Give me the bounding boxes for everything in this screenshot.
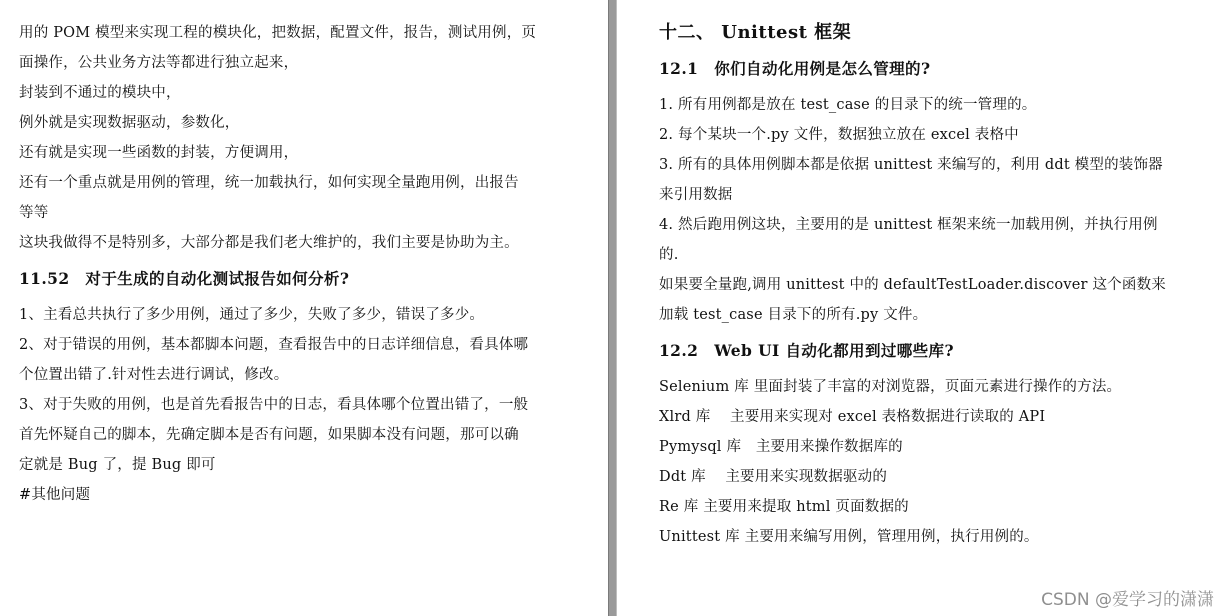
left-page <box>0 0 608 616</box>
text-line: 1. 所有用例都是放在 test_case 的目录下的统一管理的。 <box>659 97 1037 113</box>
text-line: 加载 test_case 目录下的所有.py 文件。 <box>659 307 928 323</box>
text-line: 2. 每个某块一个.py 文件，数据独立放在 excel 表格中 <box>659 127 1019 143</box>
text-line: 等等 <box>19 205 49 221</box>
text-line: 封装到不通过的模块中， <box>19 85 181 101</box>
watermark: CSDN @爱学习的潇潇 <box>1041 590 1214 610</box>
text-line: 3、对于失败的用例，也是首先看报告中的日志，看具体哪个位置出错了，一般 <box>19 397 529 413</box>
text-line: 用的 POM 模型来实现工程的模块化，把数据，配置文件，报告，测试用例，页 <box>19 25 537 41</box>
text-line: 面操作，公共业务方法等都进行独立起来， <box>19 55 299 71</box>
text-line: #其他问题 <box>19 487 91 503</box>
text-line: 定就是 Bug 了，提 Bug 即可 <box>19 457 216 473</box>
text-line: 如果要全量跑,调用 unittest 中的 defaultTestLoader.discover 这个函数来 <box>659 277 1166 293</box>
text-line: Re 库 主要用来提取 html 页面数据的 <box>659 499 909 515</box>
text-line: 4. 然后跑用例这块，主要用的是 unittest 框架来统一加载用例，并执行用例 <box>659 217 1158 233</box>
section-heading-11-52: 11.52 对于生成的自动化测试报告如何分析? <box>19 269 350 288</box>
text-line: 这块我做得不是特别多，大部分都是我们老大维护的，我们主要是协助为主。 <box>19 235 519 251</box>
section-heading-12-1: 12.1 你们自动化用例是怎么管理的? <box>659 59 931 78</box>
text-line: 3. 所有的具体用例脚本都是依据 unittest 来编写的，利用 ddt 模型的装饰器 <box>659 157 1163 173</box>
text-line: Pymysql 库 主要用来操作数据库的 <box>659 439 903 455</box>
text-line: 还有一个重点就是用例的管理，统一加载执行，如何实现全量跑用例，出报告 <box>19 175 519 191</box>
text-line: Xlrd 库 主要用来实现对 excel 表格数据进行读取的 API <box>659 409 1046 425</box>
text-line: 还有就是实现一些函数的封装，方便调用， <box>19 145 299 161</box>
text-line: 的. <box>659 247 679 263</box>
text-line: 例外就是实现数据驱动，参数化， <box>19 115 240 131</box>
text-line: 2、对于错误的用例，基本都脚本问题，查看报告中的日志详细信息，看具体哪 <box>19 337 529 353</box>
text-line: 来引用数据 <box>659 187 733 203</box>
chapter-heading: 十二、 Unittest 框架 <box>659 22 852 43</box>
text-line: Unittest 库 主要用来编写用例，管理用例，执行用例的。 <box>659 529 1039 545</box>
text-line: 1、主看总共执行了多少用例，通过了多少，失败了多少，错误了多少。 <box>19 307 485 323</box>
text-line: 首先怀疑自己的脚本，先确定脚本是否有问题，如果脚本没有问题，那可以确 <box>19 427 519 443</box>
section-heading-12-2: 12.2 Web UI 自动化都用到过哪些库? <box>659 341 954 360</box>
text-line: Ddt 库 主要用来实现数据驱动的 <box>659 469 888 485</box>
page-divider <box>608 0 617 616</box>
text-line: Selenium 库 里面封装了丰富的对浏览器，页面元素进行操作的方法。 <box>659 379 1122 395</box>
right-page <box>617 0 1228 616</box>
text-line: 个位置出错了.针对性去进行调试，修改。 <box>19 367 289 383</box>
